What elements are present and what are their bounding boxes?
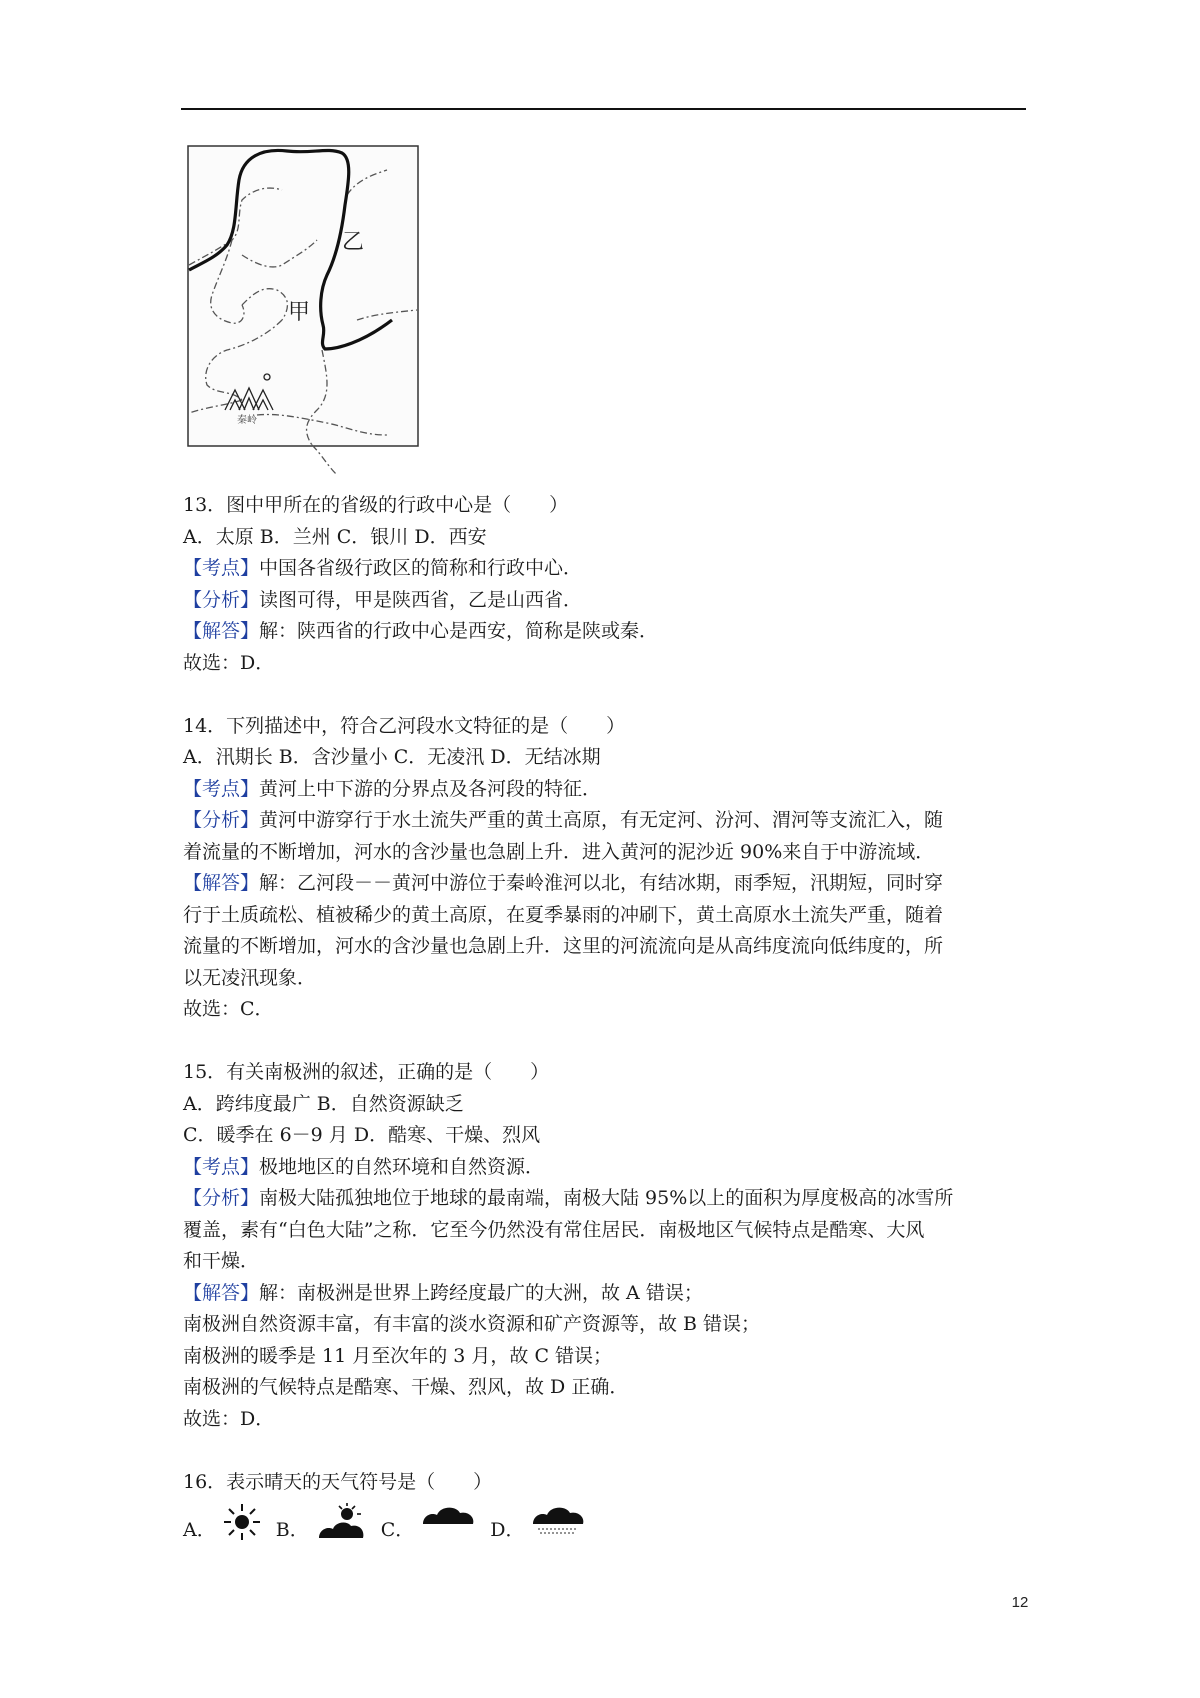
kaodian-row [183, 1152, 1033, 1184]
choice-b [276, 1502, 367, 1542]
fenxi-text: 南极大陆孤独地位于地球的最南端，南极大陆 95%以上的面积为厚度极高的冰雪所 [259, 1187, 954, 1209]
fenxi-continuation: 着流量的不断增加，河水的含沙量也急剧上升．进入黄河的泥沙近 90%来自于中游流域． [183, 840, 935, 863]
question-15 [183, 1057, 1033, 1435]
question-content [183, 490, 1033, 1542]
answer-line: 故选：D． [183, 1407, 275, 1430]
overcast-icon [420, 1502, 476, 1542]
question-options: A．汛期长 B．含沙量小 C．无凌汛 D．无结冰期 [183, 746, 601, 768]
answer-line: 故选：D． [183, 651, 275, 674]
choice-a [183, 1502, 262, 1542]
jieda-continuation: 流量的不断增加，河水的含沙量也急剧上升．这里的河流流向是从高纬度流向低纬度的，所 [183, 935, 944, 957]
jieda-continuation: 以无凌汛现象． [183, 966, 317, 989]
jieda-tag: 【解答】 [183, 872, 260, 894]
question-13 [183, 490, 1033, 679]
kaodian-row [183, 774, 1033, 806]
fenxi-text: 读图可得，甲是陕西省，乙是山西省． [259, 588, 583, 611]
jieda-row [183, 1278, 1033, 1310]
fenxi-row [183, 805, 1033, 837]
partly-cloudy-icon [315, 1502, 367, 1542]
jieda-row [183, 868, 1033, 900]
kaodian-text: 极地地区的自然环境和自然资源． [259, 1155, 545, 1178]
jieda-text: 解：乙河段－－黄河中游位于秦岭淮河以北，有结冰期，雨季短，汛期短，同时穿 [259, 872, 944, 894]
fenxi-tag: 【分析】 [183, 809, 260, 831]
fenxi-row [183, 1183, 1033, 1215]
jieda-continuation: 南极洲的气候特点是酷寒、干燥、烈风，故 D 正确． [183, 1376, 629, 1398]
fenxi-text: 黄河中游穿行于水土流失严重的黄土高原，有无定河、汾河、渭河等支流汇入，随 [259, 809, 944, 831]
jieda-tag: 【解答】 [183, 620, 260, 642]
jieda-continuation: 行于土质疏松、植被稀少的黄土高原，在夏季暴雨的冲刷下，黄土高原水土流失严重，随着 [183, 903, 944, 926]
jieda-row [183, 616, 1033, 648]
yellow-river-map [187, 145, 419, 485]
question-options: A．跨纬度最广 B．自然资源缺乏 [183, 1092, 464, 1115]
question-16 [183, 1467, 1033, 1543]
kaodian-text: 黄河上中下游的分界点及各河段的特征． [259, 777, 602, 800]
choice-d [490, 1502, 586, 1542]
question-stem: 13．图中甲所在的省级的行政中心是（ ） [183, 494, 569, 516]
fenxi-continuation: 和干燥． [183, 1250, 260, 1272]
choice-c [381, 1502, 477, 1542]
fenxi-tag: 【分析】 [183, 588, 260, 611]
sun-icon [222, 1502, 262, 1542]
jieda-text: 解：南极洲是世界上跨经度最广的大洲，故 A 错误； [259, 1281, 703, 1304]
fenxi-tag: 【分析】 [183, 1187, 260, 1209]
question-stem: 14．下列描述中，符合乙河段水文特征的是（ ） [183, 714, 626, 737]
jieda-tag: 【解答】 [183, 1281, 260, 1304]
choice-label: C． [380, 1519, 415, 1541]
jieda-continuation: 南极洲的暖季是 11 月至次年的 3 月，故 C 错误； [183, 1344, 613, 1367]
question-stem: 16．表示晴天的天气符号是（ ） [183, 1470, 493, 1493]
map-label-yi: 乙 [342, 230, 365, 255]
choice-label: A． [183, 1519, 216, 1541]
answer-line: 故选：C． [183, 998, 274, 1020]
jieda-text: 解：陕西省的行政中心是西安，简称是陕或秦． [259, 620, 659, 642]
kaodian-tag: 【考点】 [183, 1155, 260, 1178]
weather-symbol-choices [183, 1498, 1033, 1542]
map-label-jia: 甲 [288, 300, 311, 325]
header-rule [181, 108, 1026, 110]
map-label-qinling: 秦岭 [237, 415, 257, 426]
fenxi-continuation: 覆盖，素有“白色大陆”之称．它至今仍然没有常住居民．南极地区气候特点是酷寒、大风 [183, 1218, 925, 1241]
kaodian-tag: 【考点】 [183, 777, 260, 800]
rain-cloud-icon [530, 1502, 586, 1542]
question-options: C．暖季在 6－9 月 D．酷寒、干燥、烈风 [183, 1124, 541, 1146]
page-number: 12 [1011, 1594, 1029, 1611]
fenxi-row [183, 585, 1033, 617]
choice-label: D． [490, 1519, 525, 1541]
kaodian-row [183, 553, 1033, 585]
kaodian-text: 中国各省级行政区的简称和行政中心． [259, 557, 583, 579]
kaodian-tag: 【考点】 [183, 557, 260, 579]
choice-label: B． [275, 1519, 309, 1541]
jieda-continuation: 南极洲自然资源丰富，有丰富的淡水资源和矿产资源等，故 B 错误； [183, 1313, 761, 1335]
question-stem: 15．有关南极洲的叙述，正确的是（ ） [183, 1061, 550, 1083]
question-14 [183, 711, 1033, 1026]
question-options: A．太原 B．兰州 C．银川 D．西安 [183, 525, 487, 548]
